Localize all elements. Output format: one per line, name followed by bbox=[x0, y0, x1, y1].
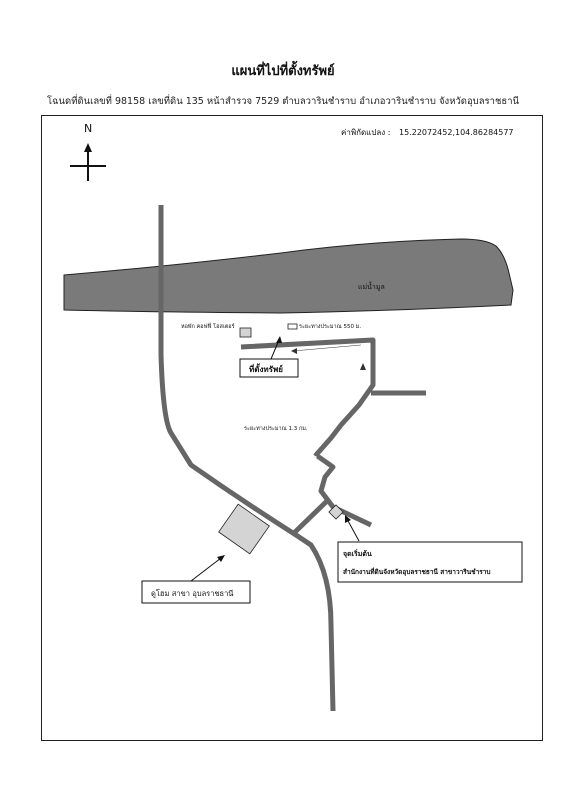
distance-short-label: ระยะทางประมาณ 550 ม. bbox=[299, 324, 362, 330]
start-callout-box bbox=[338, 542, 522, 582]
river-label: แม่น้ำมูล bbox=[358, 283, 385, 291]
north-arrow-icon bbox=[70, 143, 106, 181]
dormitory-building bbox=[240, 328, 251, 337]
property-marker bbox=[288, 324, 297, 329]
page-title: แผนที่ไปที่ตั้งทรัพย์ bbox=[231, 64, 335, 79]
start-title: จุดเริ่มต้น bbox=[343, 550, 372, 558]
river-shape bbox=[64, 239, 513, 313]
north-label: N bbox=[84, 122, 93, 135]
route-line bbox=[303, 349, 363, 495]
deed-subtitle: โฉนดที่ดินเลขที่ 98158 เลขที่ดิน 135 หน้าสำรวจ 7529 ตำบลวารินชำราบ อำเภอวารินชำราบ จังหวัดอุบลราชธานี bbox=[46, 96, 520, 107]
coordinates-value: 15.22072452,104.86284577 bbox=[399, 128, 514, 137]
property-label: ที่ตั้งทรัพย์ bbox=[249, 365, 283, 374]
dormitory-label: หอพัก คอฟฟี่ โฮสเตอร์ bbox=[181, 324, 235, 330]
connector-road bbox=[294, 501, 327, 533]
homepro-label: ดูโฮม สาขา อุบลราชธานี bbox=[151, 589, 234, 598]
coordinates-label: ค่าพิกัดแปลง : bbox=[341, 128, 391, 137]
distance-long-label: ระยะทางประมาณ 1.3 กม. bbox=[244, 426, 308, 432]
start-office-label: สำนักงานที่ดินจังหวัดอุบลราชธานี สาขาวารินชำราบ bbox=[343, 568, 491, 576]
map-canvas bbox=[41, 115, 543, 741]
